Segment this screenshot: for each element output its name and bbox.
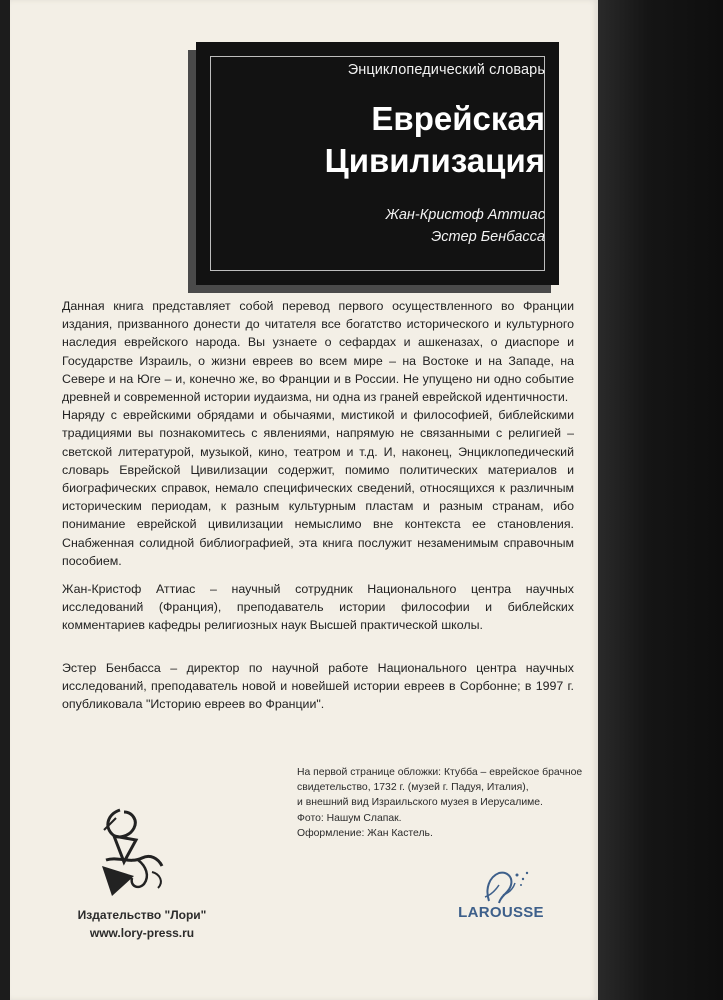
description-paragraph-1: Данная книга представляет собой перевод первого осуществленного во Франции издания, призванного донести до читателя все богатство исторического и культурного наследия еврейского народа. Вы узнаете о сефардах и ашкеназах, о диаспоре и Государстве Израиль, о жизни евреев во всем мире – на Востоке и на Западе, на Севере и на Юге – и, конечно же, во Франции и в России. Не упущено ни одно событие древней и современной истории иудаизма, ни одна из граней еврейской идентичности.	[62, 299, 574, 405]
author-2: Эстер Бенбасса	[431, 229, 545, 245]
credit-line: Оформление: Жан Кастель.	[297, 827, 433, 839]
author2-bio-text: Эстер Бенбасса – директор по научной работе Национального центра научных исследований, преподаватель новой и новейшей истории евреев в Сорбонне; в 1997 г. опубликовала "Историю евреев во Франции".	[62, 661, 574, 712]
back-cover-page	[10, 0, 598, 1000]
scan-background	[598, 0, 723, 1000]
title-line-2: Цивилизация	[324, 142, 545, 179]
description	[62, 297, 574, 570]
author1-bio	[62, 580, 574, 635]
larousse-wordmark: LAROUSSE	[458, 904, 544, 921]
author1-bio-text: Жан-Кристоф Аттиас – научный сотрудник Национального центра научных исследований (Франция), преподаватель истории философии и библейских комментариев кафедры религиозных наук Высшей практической школы.	[62, 582, 574, 633]
credit-line: На первой странице обложки: Ктубба – еврейское брачное	[297, 767, 583, 778]
publisher-info	[62, 906, 222, 942]
authors	[386, 204, 545, 248]
publisher-website: www.lory-press.ru	[89, 926, 195, 940]
cover-credits	[297, 765, 597, 841]
author-1: Жан-Кристоф Аттиас	[385, 207, 545, 223]
subtitle: Энциклопедический словарь	[347, 62, 545, 78]
book-title	[325, 98, 545, 182]
title-line-1: Еврейская	[371, 100, 545, 137]
credit-line: свидетельство, 1732 г. (музей г. Падуя, Италия),	[297, 782, 529, 794]
larousse-sower-icon	[455, 865, 555, 935]
description-paragraph-2: Наряду с еврейскими обрядами и обычаями, мистикой и философией, библейскими традициями вы познакомитесь с явлениями, напрямую не связанными с религией – светской литературой, музыкой, кино, театром и т.д. И, наконец, Энциклопедический словарь Еврейской Цивилизации содержит, помимо политических материалов и биографических справок, немало специфических сведений, относящихся к различным историческим периодам, к разным культурным пластам и разным странам, ибо понимание еврейской цивилизации немыслимо вне контекста ее становления. Снабженная солидной библиографией, эта книга послужит незаменимым справочным пособием.	[62, 408, 574, 568]
author2-bio	[62, 659, 574, 714]
publisher-name: Издательство "Лори"	[77, 908, 207, 922]
credit-line: Фото: Нашум Слапак.	[297, 812, 402, 824]
title-block	[196, 42, 559, 285]
credit-line: и внешний вид Израильского музея в Иерусалиме.	[297, 797, 543, 809]
publisher-logo-icon	[90, 800, 174, 900]
